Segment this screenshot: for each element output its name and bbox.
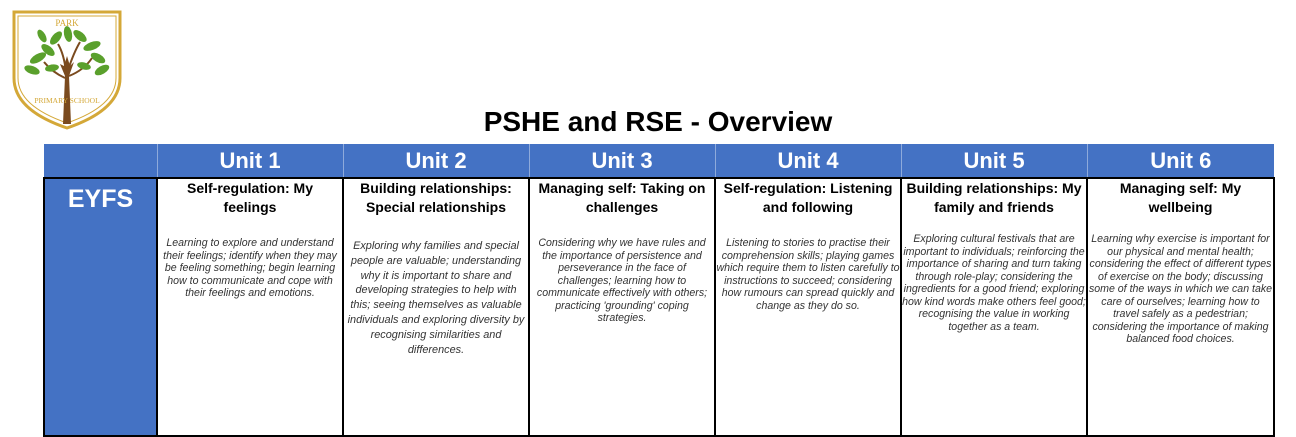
unit-header: Unit 5: [901, 144, 1087, 178]
svg-text:PARK: PARK: [55, 18, 79, 28]
page-title: PSHE and RSE - Overview: [483, 106, 833, 137]
unit-description: Listening to stories to practise their comprehension skills; playing games which require them to listen carefully to instructions to succeed; considering how rumours can spread quickly and change as they do so.: [716, 237, 900, 312]
unit-cell: [715, 178, 901, 436]
unit-description: Exploring cultural festivals that are important to individuals; reinforcing the importance of sharing and turn taking through role-play; considering the ingredients for a good friend; exploring how kind words make others feel good; recognising the value in working together as a team.: [902, 233, 1086, 333]
header-corner-cell: [44, 144, 157, 178]
unit-header: Unit 1: [157, 144, 343, 178]
svg-text:PRIMARY SCHOOL: PRIMARY SCHOOL: [34, 96, 100, 105]
header-row: [44, 144, 1274, 178]
row-label: EYFS: [44, 178, 157, 436]
unit-title: Building relationships: Special relationships: [360, 180, 512, 215]
unit-cell: [157, 178, 343, 436]
unit-description: Learning to explore and understand their feelings; identify when they may be feeling something; begin learning how to communicate and cope with their feelings and emotions.: [163, 237, 337, 299]
unit-cell: [901, 178, 1087, 436]
unit-description: Exploring why families and special people are valuable; understanding why it is important to share and developing strategies to help with this; seeing themselves as valuable individuals and exploring diversity by recognising similarities and differences.: [347, 240, 525, 356]
overview-table: [43, 144, 1275, 437]
unit-header: Unit 2: [343, 144, 529, 178]
unit-header: Unit 6: [1087, 144, 1274, 178]
unit-title: Building relationships: My family and friends: [906, 180, 1082, 215]
unit-cell: [529, 178, 715, 436]
unit-cell: [1087, 178, 1274, 436]
eyfs-row: [44, 178, 1274, 436]
unit-title: Self-regulation: My feelings: [186, 180, 313, 215]
unit-description: Learning why exercise is important for our physical and mental health; considering the effect of different types of exercise on the body; discussing some of the ways in which we can take care of ourselves; learning how to travel safely as a pedestrian; considering the importance of making balanced food choices.: [1088, 233, 1273, 345]
unit-title: Managing self: My wellbeing: [1119, 180, 1242, 215]
unit-description: Considering why we have rules and the importance of persistence and perseverance in the face of challenges; learning how to communicate effectively with others; practicing 'grounding' coping strategies.: [536, 237, 708, 324]
unit-header: Unit 3: [529, 144, 715, 178]
unit-title: Managing self: Taking on challenges: [538, 180, 706, 215]
unit-title: Self-regulation: Listening and following: [723, 180, 893, 215]
unit-header: Unit 4: [715, 144, 901, 178]
unit-cell: [343, 178, 529, 436]
